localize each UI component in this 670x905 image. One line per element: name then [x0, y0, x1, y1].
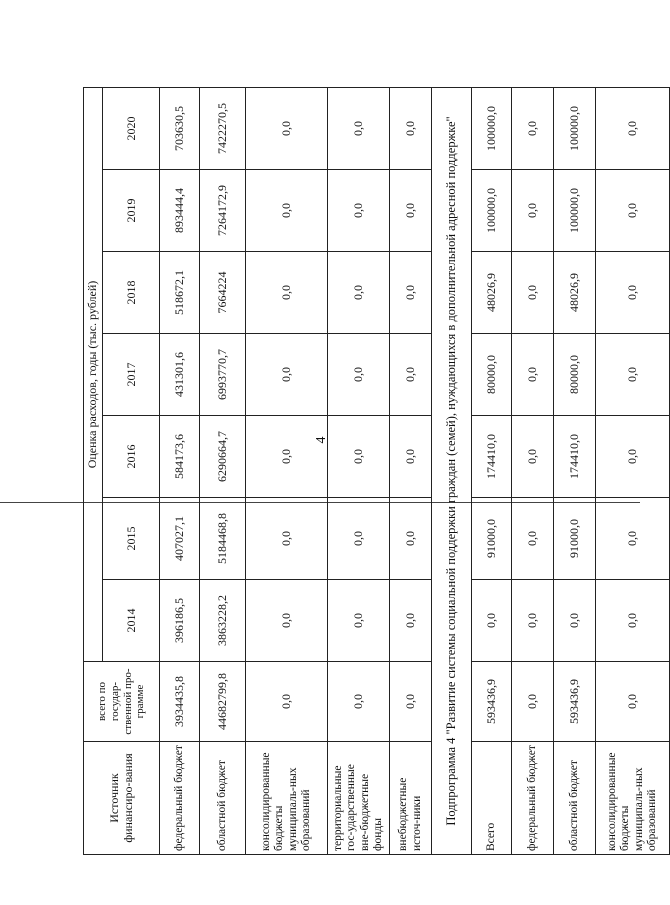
- value-cell: 80000,0: [472, 334, 512, 416]
- value-cell: 174410,0: [554, 416, 596, 498]
- value-cell: 5184468,8: [200, 498, 246, 580]
- value-cell: 0,0: [512, 498, 554, 580]
- value-cell: 407027,1: [160, 498, 200, 580]
- value-cell: 7422270,5: [200, 88, 246, 170]
- value-cell: 6993770,7: [200, 334, 246, 416]
- total-cell: 0,0: [596, 662, 670, 742]
- table-row: [512, 88, 554, 855]
- header-year: 2020: [103, 88, 160, 170]
- value-cell: 0,0: [596, 170, 670, 252]
- table-row: [554, 88, 596, 855]
- table-row: [328, 88, 390, 855]
- table-row: [390, 88, 432, 855]
- value-cell: 100000,0: [554, 170, 596, 252]
- value-cell: 100000,0: [472, 88, 512, 170]
- header-row-group: [84, 88, 103, 855]
- value-cell: 0,0: [328, 88, 390, 170]
- value-cell: 0,0: [246, 498, 328, 580]
- source-cell: консолидированные бюджеты муниципаль-ных образований: [596, 742, 670, 855]
- header-year: 2019: [103, 170, 160, 252]
- value-cell: 0,0: [246, 88, 328, 170]
- header-year: 2014: [103, 580, 160, 662]
- value-cell: 0,0: [328, 498, 390, 580]
- source-cell: областной бюджет: [200, 742, 246, 855]
- header-source: Источник финансиро-вания: [84, 742, 160, 855]
- value-cell: 174410,0: [472, 416, 512, 498]
- value-cell: 0,0: [328, 252, 390, 334]
- value-cell: 0,0: [512, 88, 554, 170]
- value-cell: 0,0: [390, 498, 432, 580]
- value-cell: 0,0: [596, 416, 670, 498]
- source-cell: территориальные гос-ударственные вне-бюджетные фонды: [328, 742, 390, 855]
- value-cell: 91000,0: [554, 498, 596, 580]
- budget-table: [83, 87, 670, 855]
- table-row: [200, 88, 246, 855]
- value-cell: 0,0: [512, 334, 554, 416]
- value-cell: 518672,1: [160, 252, 200, 334]
- table-row: [246, 88, 328, 855]
- value-cell: 48026,9: [554, 252, 596, 334]
- value-cell: 0,0: [390, 170, 432, 252]
- source-cell: внебюджетные источ-ники: [390, 742, 432, 855]
- source-cell: федеральный бюджет: [512, 742, 554, 855]
- header-year: 2015: [103, 498, 160, 580]
- header-year: 2017: [103, 334, 160, 416]
- value-cell: 48026,9: [472, 252, 512, 334]
- value-cell: 6290664,7: [200, 416, 246, 498]
- total-cell: 0,0: [328, 662, 390, 742]
- total-cell: 44682799,8: [200, 662, 246, 742]
- total-cell: 593436,9: [472, 662, 512, 742]
- value-cell: 0,0: [512, 580, 554, 662]
- value-cell: 0,0: [512, 252, 554, 334]
- source-cell: консолидированные бюджеты муниципаль-ных образований: [246, 742, 328, 855]
- value-cell: 0,0: [596, 334, 670, 416]
- value-cell: 0,0: [554, 580, 596, 662]
- value-cell: 431301,6: [160, 334, 200, 416]
- value-cell: 0,0: [390, 580, 432, 662]
- source-cell: федеральный бюджет: [160, 742, 200, 855]
- table-row: [160, 88, 200, 855]
- section-row: [432, 88, 472, 855]
- source-cell: Всего: [472, 742, 512, 855]
- value-cell: 3863228,2: [200, 580, 246, 662]
- value-cell: 0,0: [328, 416, 390, 498]
- value-cell: 0,0: [390, 334, 432, 416]
- source-cell: областной бюджет: [554, 742, 596, 855]
- value-cell: 0,0: [512, 416, 554, 498]
- value-cell: 0,0: [328, 580, 390, 662]
- value-cell: 0,0: [390, 416, 432, 498]
- total-cell: 0,0: [390, 662, 432, 742]
- total-cell: 0,0: [246, 662, 328, 742]
- value-cell: 893444,4: [160, 170, 200, 252]
- subprogram-title: Подпрограмма 4 "Развитие системы социальной поддержки граждан (семей), нуждающихся в дополнительной адресной поддержке": [432, 88, 472, 855]
- value-cell: 396186,5: [160, 580, 200, 662]
- value-cell: 0,0: [246, 170, 328, 252]
- rotated-table-container: [83, 88, 658, 855]
- value-cell: 0,0: [390, 252, 432, 334]
- page-number: 4: [314, 436, 329, 444]
- value-cell: 0,0: [596, 88, 670, 170]
- value-cell: 0,0: [596, 498, 670, 580]
- value-cell: 0,0: [596, 252, 670, 334]
- total-cell: 593436,9: [554, 662, 596, 742]
- total-cell: 0,0: [512, 662, 554, 742]
- value-cell: 584173,6: [160, 416, 200, 498]
- value-cell: 0,0: [246, 416, 328, 498]
- value-cell: 0,0: [512, 170, 554, 252]
- total-cell: 3934435,8: [160, 662, 200, 742]
- value-cell: 0,0: [328, 170, 390, 252]
- value-cell: 100000,0: [554, 88, 596, 170]
- value-cell: 0,0: [246, 252, 328, 334]
- value-cell: 100000,0: [472, 170, 512, 252]
- value-cell: 7264172,9: [200, 170, 246, 252]
- header-total: всего по государ-ственной про-грамме: [84, 662, 160, 742]
- value-cell: 0,0: [246, 334, 328, 416]
- value-cell: 703630,5: [160, 88, 200, 170]
- value-cell: 0,0: [472, 580, 512, 662]
- header-year: 2018: [103, 252, 160, 334]
- value-cell: 80000,0: [554, 334, 596, 416]
- table-row: [472, 88, 512, 855]
- value-cell: 0,0: [246, 580, 328, 662]
- header-expense-estimate: Оценка расходов, годы (тыс. рублей): [84, 88, 103, 662]
- value-cell: 7664224: [200, 252, 246, 334]
- value-cell: 0,0: [390, 88, 432, 170]
- value-cell: 0,0: [328, 334, 390, 416]
- value-cell: 91000,0: [472, 498, 512, 580]
- header-year: 2016: [103, 416, 160, 498]
- table-row: [596, 88, 670, 855]
- value-cell: 0,0: [596, 580, 670, 662]
